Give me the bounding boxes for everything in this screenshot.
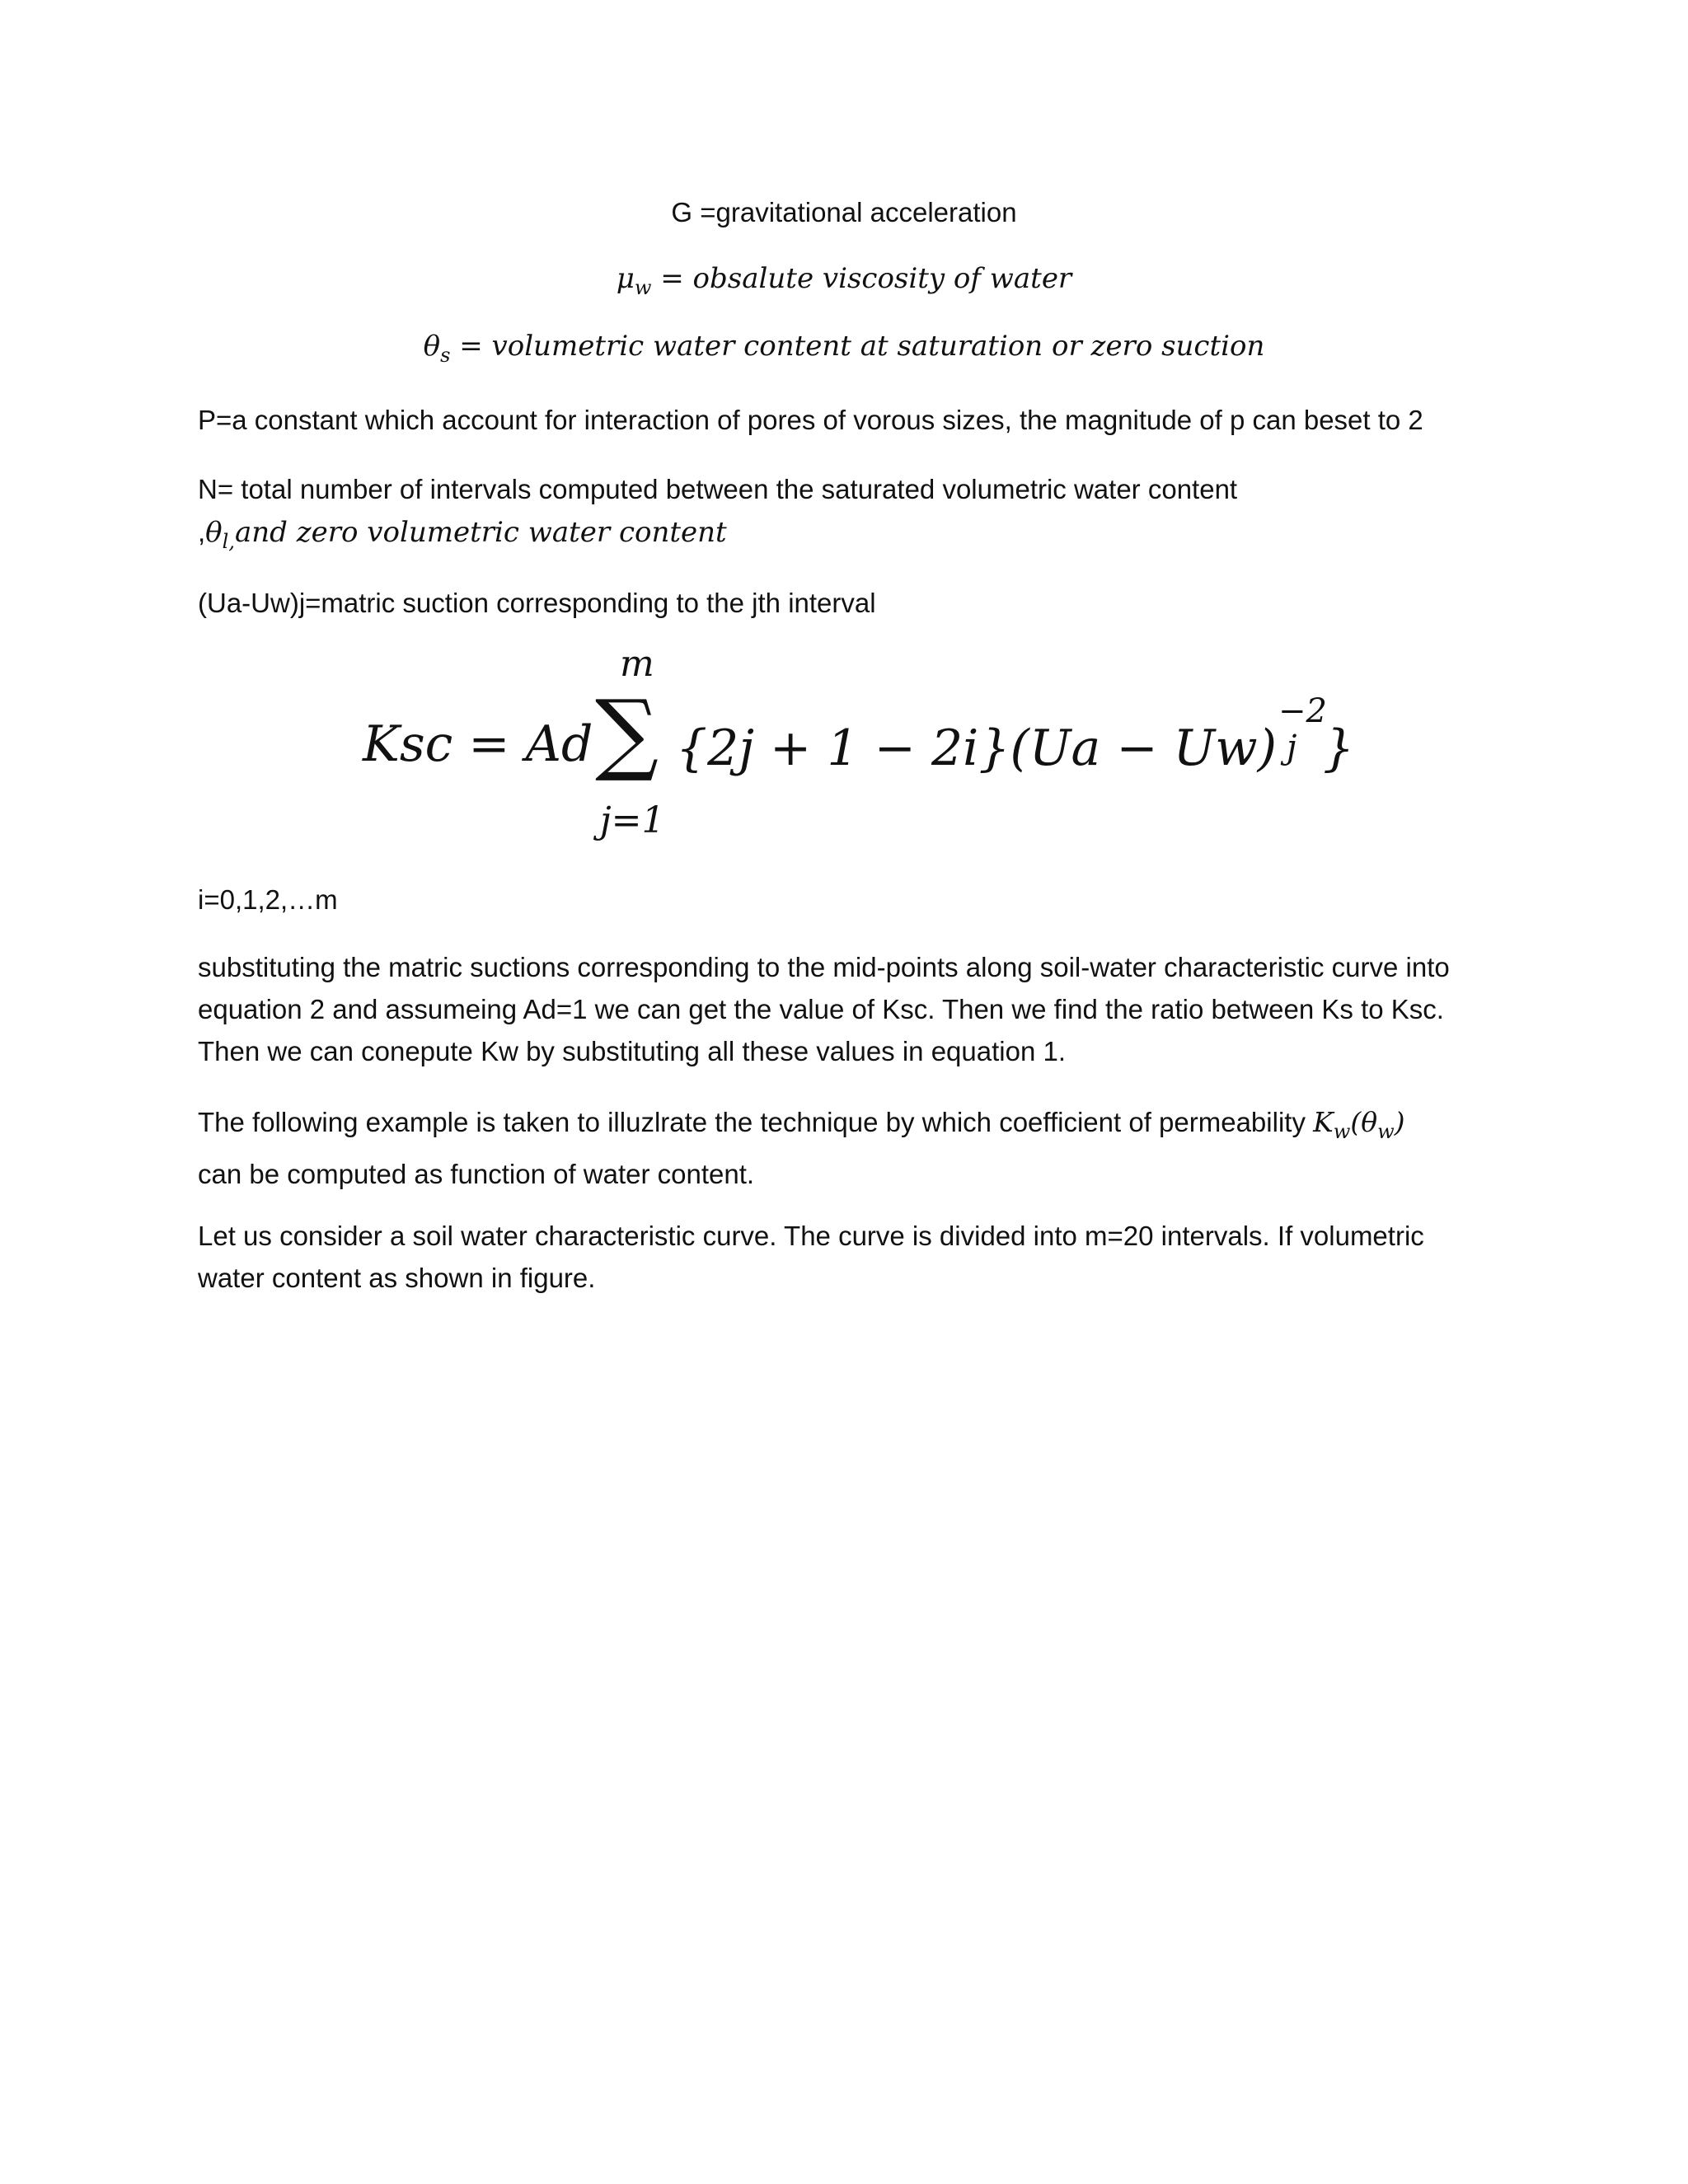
saturation-text: = volumetric water content at saturation or zero suction [450, 330, 1265, 363]
n-definition: N= total number of intervals computed between the saturated volumetric water content [198, 474, 1238, 504]
viscosity-definition [0, 262, 1688, 299]
consider-paragraph: Let us consider a soil water characteristic curve. The curve is divided into m=20 intervals. If volumetric water content as shown in figure. [198, 1221, 1424, 1293]
sum-lower-limit: j=1 [600, 799, 665, 841]
k-symbol: K [1313, 1106, 1334, 1138]
p-definition: P=a constant which account for interaction of pores of vorous sizes, the magnitude of p can beset to 2 [198, 405, 1423, 435]
equation-close: } [1323, 719, 1355, 777]
equation-scripts [1277, 692, 1327, 766]
zero-content-text: and zero volumetric water content [234, 516, 727, 549]
k-subscript: w [1333, 1120, 1351, 1143]
example-suffix: can be computed as function of water content. [198, 1159, 755, 1189]
theta-l-subscript: l, [222, 530, 235, 553]
equation-body [676, 692, 1355, 777]
theta-w-subscript: w [1377, 1120, 1395, 1143]
viscosity-text: = obsalute viscosity of water [651, 262, 1072, 295]
theta-symbol: θ [423, 330, 441, 363]
theta-open: (θ [1350, 1106, 1378, 1138]
equation-superscript: −2 [1278, 692, 1327, 730]
example-text: The following example is taken to illuzlrate the technique by which coefficient of permeability [198, 1107, 1314, 1137]
sigma-symbol: ∑ [595, 682, 659, 785]
i-range: i=0,1,2,…m [198, 884, 338, 915]
saturation-definition [0, 330, 1688, 367]
paren-close: ) [1394, 1106, 1405, 1138]
mu-symbol: μ [616, 262, 635, 295]
equation-main: {2j + 1 − 2i}(Ua − Uw) [676, 719, 1277, 777]
theta-l-symbol: θ [205, 516, 223, 549]
sum-upper-limit: m [620, 643, 654, 685]
example-paragraph [198, 1101, 1484, 1195]
theta-subscript: s [440, 344, 451, 367]
substituting-paragraph: substituting the matric suctions corresponding to the mid-points along soil-water characteristic curve into equation 2 and assumeing Ad=1 we can get the value of Ksc. Then we find the ratio between Ks to Ksc. Then we can conepute Kw by substituting all these values in equation 1. [198, 952, 1450, 1066]
mu-subscript: w [634, 276, 652, 299]
comma: , [198, 517, 206, 547]
gravity-definition: G =gravitational acceleration [671, 197, 1017, 227]
equation-lhs: Ksc = Ad [363, 715, 593, 773]
equation-subscript: j [1287, 729, 1297, 766]
n-definition-continued [198, 511, 727, 553]
matric-suction-definition: (Ua-Uw)j=matric suction corresponding to the jth interval [198, 588, 876, 618]
